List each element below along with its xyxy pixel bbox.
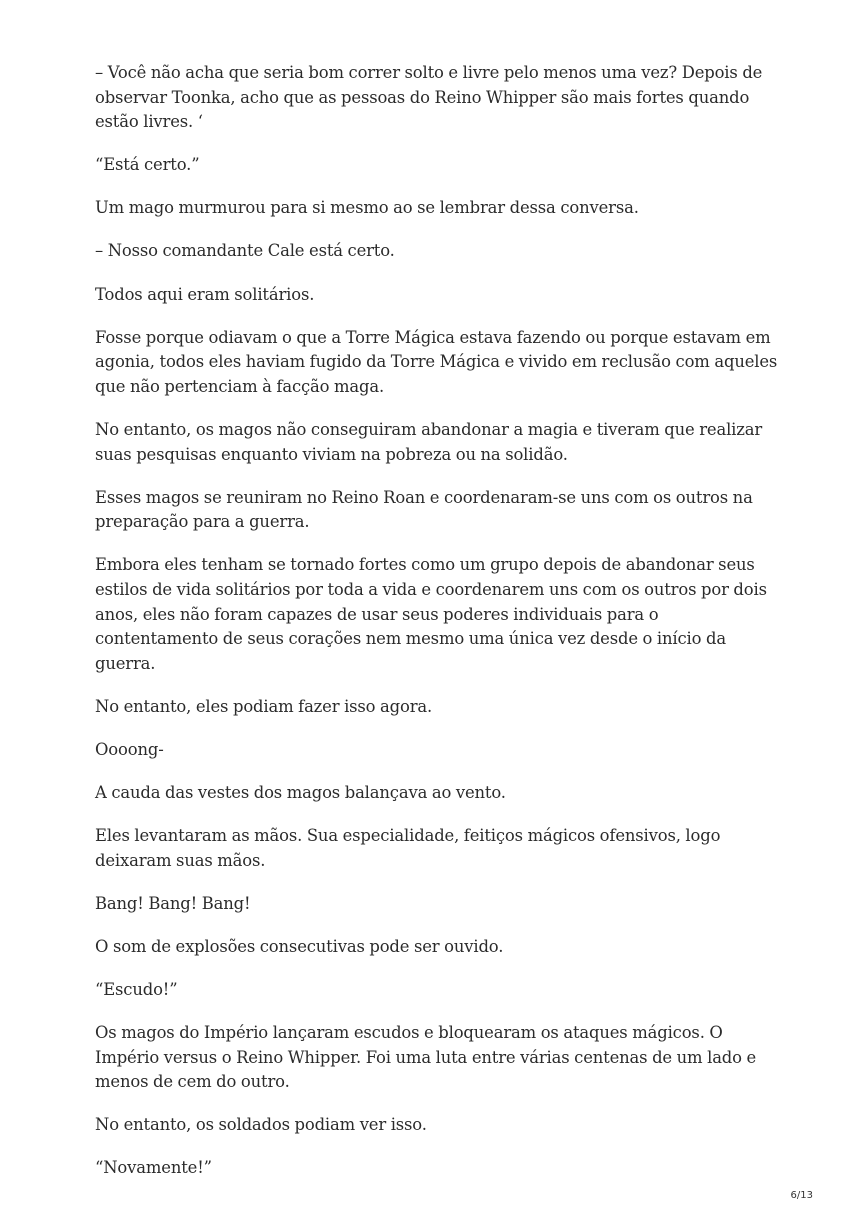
- paragraph: No entanto, eles podiam fazer isso agora.: [95, 696, 433, 716]
- paragraph: Todos aqui eram solitários.: [95, 284, 315, 304]
- document-body: [95, 61, 785, 1200]
- paragraph: Fosse porque odiavam o que a Torre Mágica estava fazendo ou porque estavam em agonia, todos eles haviam fugido da Torre Mágica e vivido em reclusão com aqueles que não pertenciam à facção maga.: [95, 327, 778, 396]
- paragraph: Os magos do Império lançaram escudos e bloquearam os ataques mágicos. O Império versus o Reino Whipper. Foi uma luta entre várias centenas de um lado e menos de cem do outro.: [95, 1023, 757, 1092]
- paragraph: A cauda das vestes dos magos balançava ao vento.: [95, 782, 506, 802]
- paragraph: “Novamente!”: [95, 1158, 212, 1178]
- paragraph: – Você não acha que seria bom correr solto e livre pelo menos uma vez? Depois de observar Toonka, acho que as pessoas do Reino Whipper são mais fortes quando estão livres. ‘: [95, 63, 763, 132]
- paragraph: Embora eles tenham se tornado fortes como um grupo depois de abandonar seus estilos de vida solitários por toda a vida e coordenarem uns com os outros por dois anos, eles não foram capazes de usar seus poderes individuais para o contentamento de seus corações nem mesmo uma única vez desde o início da guerra.: [95, 555, 767, 673]
- paragraph: Bang! Bang! Bang!: [95, 893, 251, 913]
- paragraph: O som de explosões consecutivas pode ser ouvido.: [95, 936, 504, 956]
- paragraph: Um mago murmurou para si mesmo ao se lembrar dessa conversa.: [95, 198, 639, 218]
- paragraph: No entanto, os soldados podiam ver isso.: [95, 1115, 427, 1135]
- paragraph: Oooong-: [95, 739, 164, 759]
- paragraph: Esses magos se reuniram no Reino Roan e coordenaram-se uns com os outros na preparação para a guerra.: [95, 487, 753, 532]
- page-number: 6/13: [790, 1190, 813, 1201]
- paragraph: – Nosso comandante Cale está certo.: [95, 241, 395, 261]
- paragraph: Eles levantaram as mãos. Sua especialidade, feitiços mágicos ofensivos, logo deixaram suas mãos.: [95, 826, 721, 870]
- paragraph: “Está certo.”: [95, 155, 200, 175]
- paragraph: No entanto, os magos não conseguiram abandonar a magia e tiveram que realizar suas pesquisas enquanto viviam na pobreza ou na solidão.: [95, 419, 763, 464]
- paragraph: “Escudo!”: [95, 979, 178, 999]
